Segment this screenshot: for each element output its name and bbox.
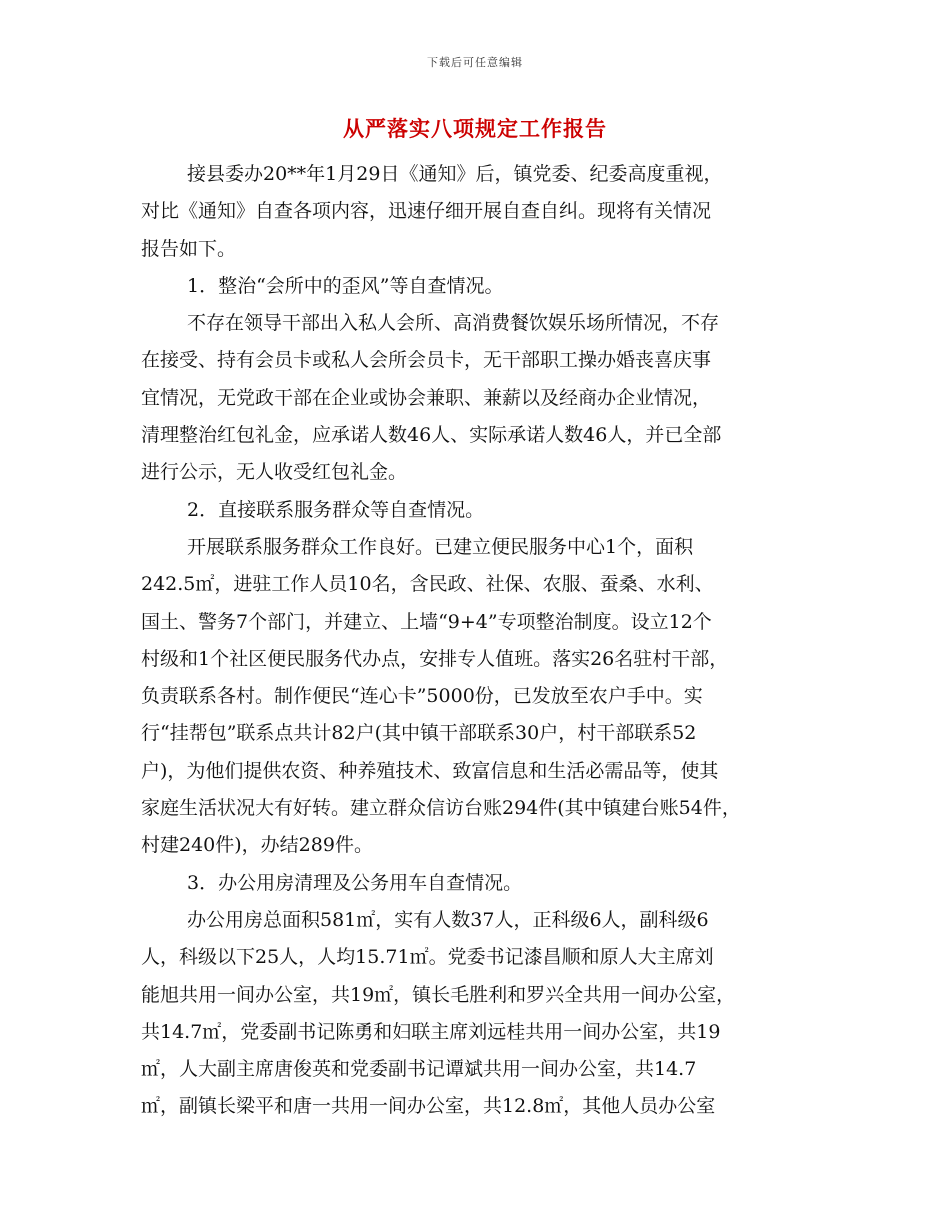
body-line: 家庭生活状况大有好转。建立群众信访台账294件(其中镇建台账54件， (141, 797, 741, 820)
document-title: 从严落实八项规定工作报告 (343, 116, 607, 141)
body-line: 清理整治红包礼金，应承诺人数46人、实际承诺人数46人，并已全部 (141, 424, 722, 447)
body-line: 2．直接联系服务群众等自查情况。 (187, 498, 485, 521)
body-line: 人，科级以下25人，人均15.71㎡。党委书记漆昌顺和原人大主席刘 (141, 946, 714, 969)
header-note: 下载后可任意编辑 (427, 56, 523, 69)
body-line: 村建240件)，办结289件。 (141, 834, 373, 857)
body-line: 户)，为他们提供农资、种养殖技术、致富信息和生活必需品等，使其 (141, 759, 719, 782)
body-line: 3．办公用房清理及公务用车自查情况。 (187, 871, 523, 894)
body-line: 国土、警务7个部门，并建立、上墙“9+4”专项整治制度。设立12个 (141, 610, 712, 633)
body-line: 能旭共用一间办公室，共19㎡，镇长毛胜利和罗兴全共用一间办公室， (141, 983, 736, 1006)
document-body (141, 156, 827, 1126)
body-line: 共14.7㎡，党委副书记陈勇和妇联主席刘远桂共用一间办公室，共19 (141, 1020, 721, 1043)
body-line: 办公用房总面积581㎡，实有人数37人，正科级6人，副科级6 (187, 908, 709, 931)
body-line: 报告如下。 (141, 237, 237, 260)
body-line: 宜情况，无党政干部在企业或协会兼职、兼薪以及经商办企业情况， (141, 386, 712, 409)
body-line: 村级和1个社区便民服务代办点，安排专人值班。落实26名驻村干部， (141, 647, 729, 670)
body-line: 接县委办20**年1月29日《通知》后，镇党委、纪委高度重视， (187, 163, 723, 185)
body-line: 开展联系服务群众工作良好。已建立便民服务中心1个，面积 (187, 535, 694, 558)
body-line: 行“挂帮包”联系点共计82户(其中镇干部联系30户，村干部联系52 (141, 722, 697, 745)
body-line: 负责联系各村。制作便民“连心卡”5000份，已发放至农户手中。实 (141, 685, 703, 708)
body-line: 进行公示，无人收受红包礼金。 (141, 461, 408, 484)
body-line: ㎡，人大副主席唐俊英和党委副书记谭斌共用一间办公室，共14.7 (141, 1058, 697, 1081)
body-line: ㎡，副镇长梁平和唐一共用一间办公室，共12.8㎡，其他人员办公室 (141, 1095, 716, 1118)
body-line: 242.5㎡，进驻工作人员10名，含民政、社保、农服、蚕桑、水利、 (141, 573, 714, 596)
body-line: 不存在领导干部出入私人会所、高消费餐饮娱乐场所情况，不存 (187, 312, 720, 335)
body-line: 对比《通知》自查各项内容，迅速仔细开展自查自纠。现将有关情况 (141, 200, 712, 223)
body-line: 在接受、持有会员卡或私人会所会员卡，无干部职工操办婚丧喜庆事 (141, 349, 712, 372)
body-line: 1．整治“会所中的歪风”等自查情况。 (187, 274, 504, 297)
